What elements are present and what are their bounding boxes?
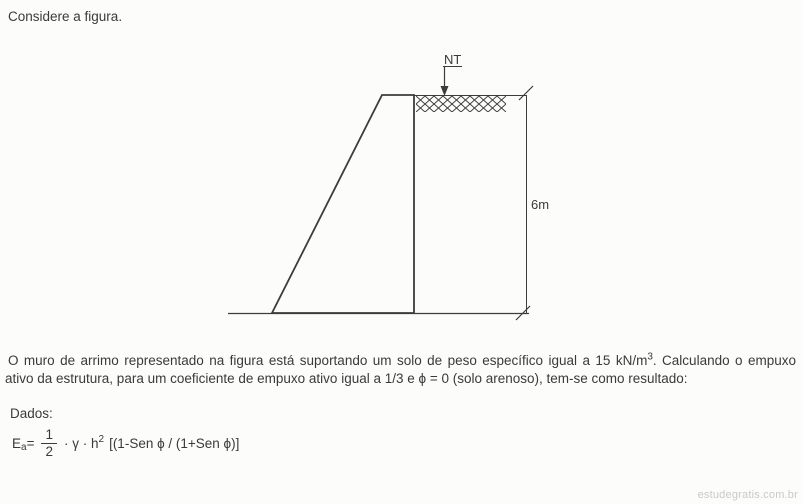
fraction-denominator: 2 <box>45 443 53 459</box>
ea-formula <box>12 424 239 462</box>
soil-hatch <box>416 96 506 112</box>
height-label: 6m <box>531 197 550 212</box>
formula-lhs-subscript: a <box>21 441 27 453</box>
question-line1-rest: . Calculando o empuxo <box>652 353 796 368</box>
question-line2-text: ativo da estrutura, para um coeficiente de empuxo ativo igual a 1/3 e <box>5 370 419 386</box>
nt-label: NT <box>444 52 462 67</box>
formula-exponent: 2 <box>98 433 105 445</box>
page-title: Considere a figura. <box>8 9 123 24</box>
formula-fraction <box>41 428 57 459</box>
wall-outline <box>272 95 414 313</box>
question-text <box>5 352 796 387</box>
superscript-3: 3 <box>647 351 653 363</box>
nt-arrow-head-icon <box>441 86 449 96</box>
question-line1-text: O muro de arrimo representado na figura está suportando um solo de peso específico igual a 15 kN/m <box>8 353 648 368</box>
site-watermark: estudegratis.com.br <box>697 489 798 501</box>
formula-middle: · γ · h <box>63 435 99 451</box>
question-line-2 <box>5 370 796 388</box>
formula-equals: = <box>26 435 35 451</box>
phi-symbol: ϕ <box>418 370 427 386</box>
formula-lhs: E <box>12 435 22 451</box>
question-line2-rest: = 0 (solo arenoso), tem-se como resultado: <box>426 370 688 386</box>
formula-bracket-term: [(1-Sen ϕ / (1+Sen ϕ)] <box>109 435 240 451</box>
fraction-numerator: 1 <box>41 428 57 444</box>
dados-label: Dados: <box>10 406 53 421</box>
question-line-1 <box>5 352 796 370</box>
